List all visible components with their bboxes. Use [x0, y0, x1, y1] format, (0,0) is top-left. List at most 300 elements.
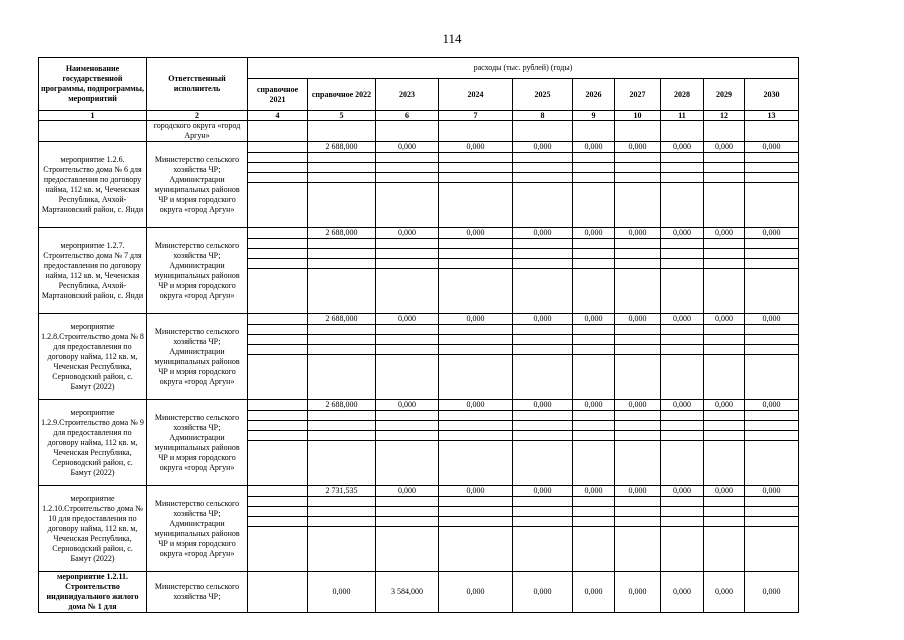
activity-executor: Министерство сельского хозяйства ЧР; Администрации муниципальных районов ЧР и мэрия городского округа «город Аргун» — [147, 314, 248, 400]
empty-cell — [661, 517, 704, 527]
value-cell: 0,000 — [615, 228, 661, 239]
empty-cell — [661, 259, 704, 269]
activity-name: мероприятие 1.2.8.Строительство дома № 8 для предоставления по договору найма, 112 кв. м, Чеченская Республика, Серноводский район, с. Бамут (2022) — [39, 314, 147, 400]
activity-executor: Министерство сельского хозяйства ЧР; Администрации муниципальных районов ЧР и мэрия городского округа «город Аргун» — [147, 142, 248, 228]
empty-cell — [573, 421, 615, 431]
empty-cell — [376, 153, 439, 163]
header-year: 2026 — [573, 79, 615, 111]
empty-cell — [308, 163, 376, 173]
activity-executor: Министерство сельского хозяйства ЧР; Администрации муниципальных районов ЧР и мэрия городского округа «город Аргун» — [147, 228, 248, 314]
empty-cell — [376, 345, 439, 355]
empty-cell — [439, 411, 513, 421]
value-cell: 2 688,000 — [308, 228, 376, 239]
empty-cell — [573, 497, 615, 507]
empty-cell — [308, 153, 376, 163]
empty-cell — [248, 173, 308, 183]
value-cell: 0,000 — [308, 572, 376, 613]
empty-cell — [573, 249, 615, 259]
empty-cell — [573, 431, 615, 441]
value-cell: 0,000 — [661, 400, 704, 411]
empty-cell — [704, 269, 745, 314]
empty-cell — [745, 441, 799, 486]
value-cell: 0,000 — [745, 400, 799, 411]
col-number: 13 — [745, 111, 799, 121]
empty-cell — [248, 269, 308, 314]
activity-name: мероприятие 1.2.7. Строительство дома № 7 для предоставления по договору найма, 112 кв. м, Чеченская Республика, Ачхой- Мартановский район, с. Янди — [39, 228, 147, 314]
empty-cell — [573, 163, 615, 173]
empty-cell — [376, 259, 439, 269]
activity-executor: Министерство сельского хозяйства ЧР; Администрации муниципальных районов ЧР и мэрия городского округа «город Аргун» — [147, 486, 248, 572]
empty-cell — [308, 507, 376, 517]
value-cell: 0,000 — [745, 486, 799, 497]
empty-cell — [704, 497, 745, 507]
empty-cell — [376, 441, 439, 486]
empty-cell — [439, 335, 513, 345]
empty-cell — [248, 259, 308, 269]
empty-cell — [573, 411, 615, 421]
value-cell: 0,000 — [704, 142, 745, 153]
value-cell: 0,000 — [376, 486, 439, 497]
empty-cell — [376, 355, 439, 400]
empty-cell — [308, 183, 376, 228]
value-cell: 0,000 — [376, 400, 439, 411]
empty-cell — [376, 507, 439, 517]
empty-cell — [745, 355, 799, 400]
empty-cell — [573, 441, 615, 486]
empty-cell — [376, 173, 439, 183]
empty-cell — [248, 183, 308, 228]
empty-cell — [745, 249, 799, 259]
empty-cell — [376, 269, 439, 314]
value-cell: 0,000 — [704, 400, 745, 411]
value-cell: 0,000 — [661, 486, 704, 497]
empty-cell — [704, 517, 745, 527]
empty-cell — [661, 325, 704, 335]
header-name: Наименование государственной программы, подпрограммы, мероприятий — [39, 58, 147, 111]
empty-cell — [745, 345, 799, 355]
empty-cell — [615, 259, 661, 269]
empty-cell — [513, 173, 573, 183]
empty-cell — [704, 239, 745, 249]
col-number: 5 — [308, 111, 376, 121]
empty-cell — [745, 153, 799, 163]
empty-cell — [661, 411, 704, 421]
empty-cell — [661, 345, 704, 355]
value-cell — [248, 228, 308, 239]
value-cell: 0,000 — [745, 228, 799, 239]
empty-cell — [704, 249, 745, 259]
empty-cell — [248, 411, 308, 421]
col-number: 7 — [439, 111, 513, 121]
empty-cell — [615, 497, 661, 507]
empty-cell — [513, 507, 573, 517]
empty-cell — [439, 239, 513, 249]
value-cell: 0,000 — [661, 142, 704, 153]
empty-cell — [308, 431, 376, 441]
empty-cell — [376, 497, 439, 507]
empty-cell — [376, 431, 439, 441]
empty-cell — [376, 183, 439, 228]
activity-name: мероприятие 1.2.6. Строительство дома № 6 для предоставления по договору найма, 112 кв. м, Чеченская Республика, Ачхой- Мартановский район, с. Янди — [39, 142, 147, 228]
empty-cell — [248, 421, 308, 431]
empty-cell — [661, 355, 704, 400]
value-cell: 3 584,000 — [376, 572, 439, 613]
empty-cell — [573, 335, 615, 345]
empty-cell — [661, 173, 704, 183]
empty-cell — [745, 421, 799, 431]
empty-cell — [376, 325, 439, 335]
value-cell: 0,000 — [745, 142, 799, 153]
empty-cell — [248, 527, 308, 572]
header-executor: Ответственный исполнитель — [147, 58, 248, 111]
empty-cell — [376, 517, 439, 527]
empty-cell — [513, 249, 573, 259]
value-cell: 0,000 — [573, 400, 615, 411]
empty-cell — [661, 335, 704, 345]
empty-cell — [248, 153, 308, 163]
empty-cell — [439, 421, 513, 431]
empty-cell — [704, 355, 745, 400]
empty-cell — [661, 441, 704, 486]
header-year: 2028 — [661, 79, 704, 111]
empty-cell — [661, 269, 704, 314]
table-row — [39, 572, 799, 613]
empty-cell — [308, 259, 376, 269]
empty-cell — [745, 335, 799, 345]
value-cell: 0,000 — [704, 314, 745, 325]
empty-cell — [439, 507, 513, 517]
value-cell: 0,000 — [573, 314, 615, 325]
empty-cell — [439, 259, 513, 269]
empty-cell — [248, 239, 308, 249]
value-cell: 0,000 — [439, 314, 513, 325]
empty-cell — [704, 411, 745, 421]
header-year: 2024 — [439, 79, 513, 111]
empty-cell — [513, 325, 573, 335]
value-cell: 0,000 — [615, 400, 661, 411]
header-year: 2030 — [745, 79, 799, 111]
col-number: 8 — [513, 111, 573, 121]
value-cell: 0,000 — [513, 400, 573, 411]
empty-cell — [573, 153, 615, 163]
value-cell: 0,000 — [704, 572, 745, 613]
value-cell: 0,000 — [513, 486, 573, 497]
empty-cell — [745, 325, 799, 335]
empty-cell — [704, 431, 745, 441]
value-cell — [248, 142, 308, 153]
empty-cell — [615, 335, 661, 345]
empty-cell — [439, 249, 513, 259]
empty-cell — [513, 335, 573, 345]
empty-cell — [376, 421, 439, 431]
empty-cell — [615, 325, 661, 335]
activity-name: мероприятие 1.2.9.Строительство дома № 9 для предоставления по договору найма, 112 кв. м, Чеченская Республика, Серноводский район, с. Бамут (2022) — [39, 400, 147, 486]
empty-cell — [376, 163, 439, 173]
value-cell: 0,000 — [439, 400, 513, 411]
empty-cell — [248, 431, 308, 441]
empty-cell — [439, 153, 513, 163]
empty-cell — [376, 239, 439, 249]
empty-cell — [615, 507, 661, 517]
table-row — [39, 400, 799, 411]
empty-cell — [513, 355, 573, 400]
activity-executor: Министерство сельского хозяйства ЧР; — [147, 572, 248, 613]
continuation-cell — [39, 121, 147, 142]
empty-cell — [661, 153, 704, 163]
value-cell — [248, 572, 308, 613]
empty-cell — [513, 153, 573, 163]
empty-cell — [376, 411, 439, 421]
value-cell: 0,000 — [439, 572, 513, 613]
empty-cell — [573, 507, 615, 517]
empty-cell — [308, 411, 376, 421]
value-cell: 0,000 — [704, 486, 745, 497]
empty-cell — [248, 355, 308, 400]
empty-cell — [513, 431, 573, 441]
empty-cell — [615, 441, 661, 486]
header-expenses: расходы (тыс. рублей) (годы) — [248, 58, 799, 79]
empty-cell — [513, 269, 573, 314]
empty-cell — [248, 249, 308, 259]
empty-cell — [615, 421, 661, 431]
value-cell: 0,000 — [661, 572, 704, 613]
empty-cell — [745, 411, 799, 421]
empty-cell — [661, 183, 704, 228]
empty-cell — [308, 345, 376, 355]
empty-cell — [704, 325, 745, 335]
activity-name: мероприятие 1.2.11. Строительство индивидуального жилого дома № 1 для — [39, 572, 147, 613]
continuation-text: городского округа «город Аргун» — [147, 121, 248, 142]
value-cell: 0,000 — [615, 572, 661, 613]
empty-cell — [248, 497, 308, 507]
col-number: 9 — [573, 111, 615, 121]
empty-cell — [704, 183, 745, 228]
empty-cell — [513, 517, 573, 527]
empty-cell — [745, 173, 799, 183]
empty-cell — [513, 183, 573, 228]
value-cell: 0,000 — [661, 228, 704, 239]
empty-cell — [745, 239, 799, 249]
empty-cell — [704, 441, 745, 486]
empty-cell — [513, 239, 573, 249]
empty-cell — [704, 153, 745, 163]
table-row — [39, 314, 799, 325]
empty-cell — [248, 335, 308, 345]
empty-cell — [745, 431, 799, 441]
header-year: справочное 2022 — [308, 79, 376, 111]
empty-cell — [745, 527, 799, 572]
empty-cell — [661, 249, 704, 259]
empty-cell — [573, 345, 615, 355]
value-cell: 0,000 — [513, 572, 573, 613]
empty-cell — [439, 325, 513, 335]
value-cell: 0,000 — [439, 486, 513, 497]
empty-cell — [615, 355, 661, 400]
empty-cell — [513, 411, 573, 421]
empty-cell — [573, 527, 615, 572]
empty-cell — [513, 163, 573, 173]
empty-cell — [376, 527, 439, 572]
empty-cell — [615, 517, 661, 527]
empty-cell — [248, 325, 308, 335]
value-cell: 0,000 — [573, 228, 615, 239]
value-cell — [248, 400, 308, 411]
empty-cell — [745, 517, 799, 527]
empty-cell — [248, 345, 308, 355]
value-cell — [248, 314, 308, 325]
value-cell: 0,000 — [376, 142, 439, 153]
value-cell: 2 688,000 — [308, 400, 376, 411]
empty-cell — [376, 335, 439, 345]
empty-cell — [615, 163, 661, 173]
value-cell: 0,000 — [615, 142, 661, 153]
empty-cell — [573, 259, 615, 269]
empty-cell — [439, 163, 513, 173]
header-year: 2025 — [513, 79, 573, 111]
header-year: справочное 2021 — [248, 79, 308, 111]
empty-cell — [513, 497, 573, 507]
table-row — [39, 228, 799, 239]
empty-cell — [248, 517, 308, 527]
empty-cell — [615, 239, 661, 249]
value-cell: 0,000 — [513, 314, 573, 325]
empty-cell — [439, 527, 513, 572]
empty-cell — [745, 163, 799, 173]
empty-cell — [308, 441, 376, 486]
empty-cell — [661, 507, 704, 517]
empty-cell — [439, 183, 513, 228]
table-row — [39, 486, 799, 497]
empty-cell — [615, 173, 661, 183]
value-cell: 0,000 — [376, 228, 439, 239]
empty-cell — [573, 325, 615, 335]
empty-cell — [513, 421, 573, 431]
col-number: 6 — [376, 111, 439, 121]
value-cell: 0,000 — [439, 142, 513, 153]
empty-cell — [704, 345, 745, 355]
col-number: 2 — [147, 111, 248, 121]
value-cell: 0,000 — [573, 486, 615, 497]
col-number: 4 — [248, 111, 308, 121]
col-number: 10 — [615, 111, 661, 121]
empty-cell — [308, 421, 376, 431]
value-cell: 0,000 — [376, 314, 439, 325]
value-cell: 2 731,535 — [308, 486, 376, 497]
empty-cell — [573, 355, 615, 400]
empty-cell — [308, 517, 376, 527]
empty-cell — [308, 497, 376, 507]
empty-cell — [308, 269, 376, 314]
empty-cell — [439, 355, 513, 400]
empty-cell — [661, 431, 704, 441]
empty-cell — [661, 163, 704, 173]
empty-cell — [248, 163, 308, 173]
empty-cell — [704, 421, 745, 431]
empty-cell — [745, 497, 799, 507]
value-cell: 0,000 — [745, 314, 799, 325]
empty-cell — [248, 441, 308, 486]
col-number: 11 — [661, 111, 704, 121]
empty-cell — [615, 345, 661, 355]
empty-cell — [248, 507, 308, 517]
empty-cell — [573, 173, 615, 183]
empty-cell — [661, 239, 704, 249]
empty-cell — [661, 421, 704, 431]
table-row — [39, 142, 799, 153]
value-cell: 0,000 — [513, 142, 573, 153]
header-year: 2027 — [615, 79, 661, 111]
empty-cell — [704, 173, 745, 183]
value-cell: 0,000 — [615, 314, 661, 325]
empty-cell — [573, 183, 615, 228]
value-cell: 0,000 — [615, 486, 661, 497]
empty-cell — [615, 249, 661, 259]
col-number: 12 — [704, 111, 745, 121]
col-number: 1 — [39, 111, 147, 121]
empty-cell — [439, 517, 513, 527]
empty-cell — [615, 431, 661, 441]
empty-cell — [615, 183, 661, 228]
empty-cell — [745, 259, 799, 269]
empty-cell — [704, 335, 745, 345]
empty-cell — [745, 183, 799, 228]
empty-cell — [308, 355, 376, 400]
value-cell: 0,000 — [439, 228, 513, 239]
value-cell: 0,000 — [704, 228, 745, 239]
table-body — [39, 58, 799, 613]
empty-cell — [439, 345, 513, 355]
empty-cell — [513, 345, 573, 355]
value-cell: 0,000 — [661, 314, 704, 325]
empty-cell — [513, 259, 573, 269]
value-cell — [248, 486, 308, 497]
empty-cell — [661, 527, 704, 572]
empty-cell — [439, 431, 513, 441]
empty-cell — [615, 269, 661, 314]
value-cell: 0,000 — [513, 228, 573, 239]
empty-cell — [439, 173, 513, 183]
empty-cell — [439, 441, 513, 486]
empty-cell — [376, 249, 439, 259]
empty-cell — [615, 527, 661, 572]
empty-cell — [745, 507, 799, 517]
header-year: 2023 — [376, 79, 439, 111]
empty-cell — [573, 517, 615, 527]
empty-cell — [615, 153, 661, 163]
empty-cell — [308, 325, 376, 335]
empty-cell — [573, 269, 615, 314]
empty-cell — [308, 173, 376, 183]
activity-name: мероприятие 1.2.10.Строительство дома № 10 для предоставления по договору найма, 112 кв. м, Чеченская Республика, Серноводский район, с. Бамут (2022) — [39, 486, 147, 572]
empty-cell — [745, 269, 799, 314]
empty-cell — [704, 527, 745, 572]
empty-cell — [704, 259, 745, 269]
empty-cell — [439, 269, 513, 314]
empty-cell — [661, 497, 704, 507]
page-number: 114 — [442, 31, 462, 46]
value-cell: 0,000 — [573, 572, 615, 613]
value-cell: 0,000 — [573, 142, 615, 153]
value-cell: 0,000 — [745, 572, 799, 613]
expenses-table — [38, 57, 799, 613]
empty-cell — [573, 239, 615, 249]
empty-cell — [513, 527, 573, 572]
empty-cell — [308, 239, 376, 249]
activity-executor: Министерство сельского хозяйства ЧР; Администрации муниципальных районов ЧР и мэрия городского округа «город Аргун» — [147, 400, 248, 486]
value-cell: 2 688,000 — [308, 142, 376, 153]
empty-cell — [308, 527, 376, 572]
empty-cell — [308, 249, 376, 259]
